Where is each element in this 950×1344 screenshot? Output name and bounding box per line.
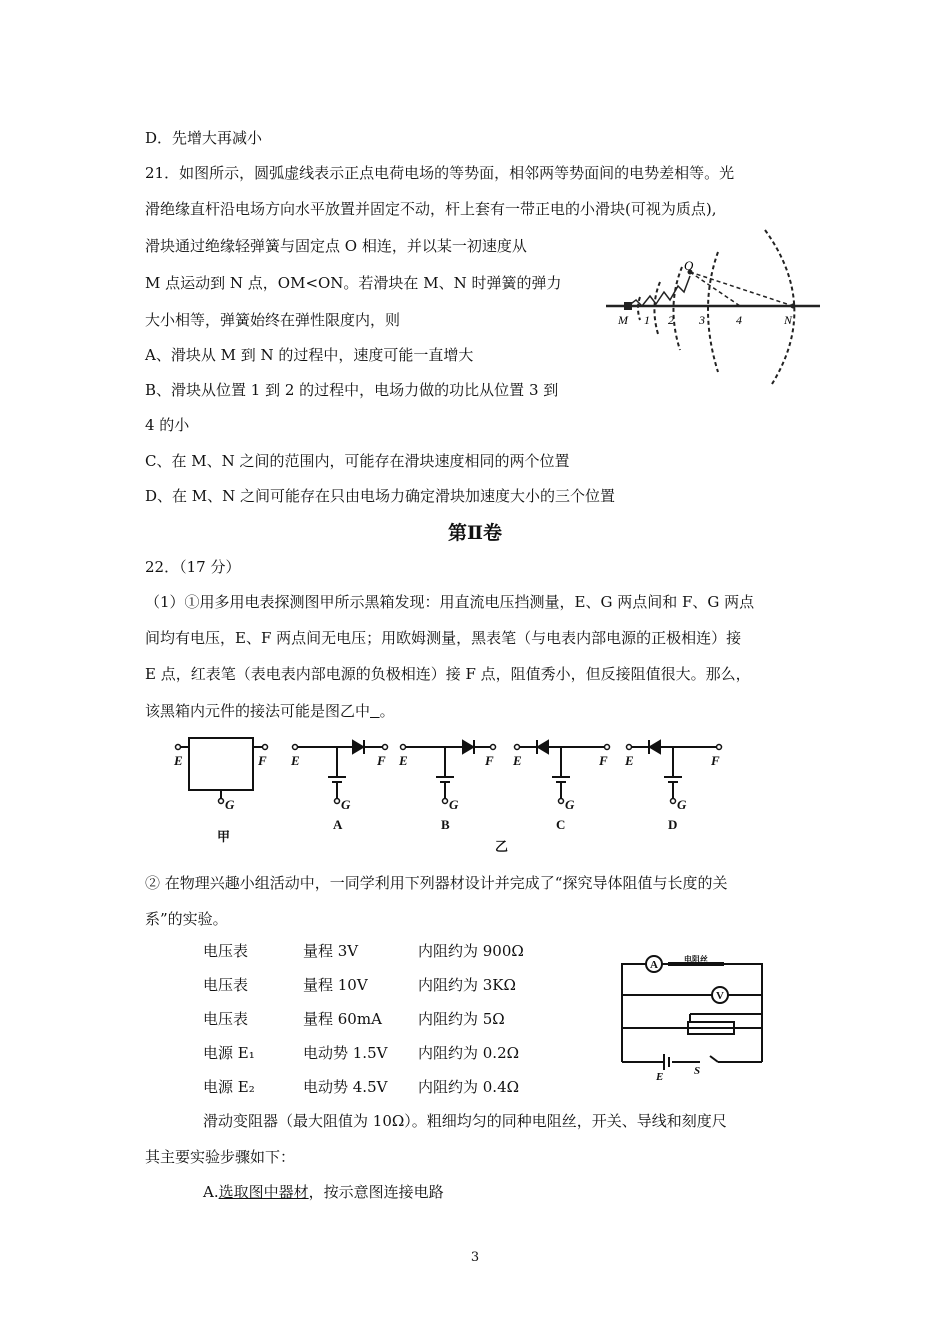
c-f: F	[599, 753, 608, 768]
equip-resistance: 内阻约为 0.4Ω	[418, 1078, 520, 1096]
jia-e: E	[174, 753, 183, 768]
step-a-underlined: 选取图中器材	[218, 1183, 309, 1201]
q21-option-c: C、在 M、N 之间的范围内，可能存在滑块速度相同的两个位置	[145, 452, 570, 470]
q21-stem-line3: 滑块通过绝缘轻弹簧与固定点 O 相连，并以某一初速度从	[145, 237, 527, 255]
equip-range: 电动势 4.5V	[303, 1078, 388, 1096]
q20-option-d: D．先增大再减小	[145, 129, 263, 147]
equip-name: 电压表	[203, 942, 249, 960]
jia-g: G	[225, 797, 235, 812]
q22-header: 22．（17 分）	[145, 558, 241, 576]
equipotential-figure	[600, 222, 825, 387]
answer-blank	[370, 702, 380, 720]
source-label: E	[656, 1071, 664, 1082]
equip-resistance: 内阻约为 900Ω	[418, 942, 524, 960]
steps-intro: 其主要实验步骤如下：	[145, 1148, 296, 1166]
p1-line4-pre: 该黑箱内元件的接法可能是图乙中	[145, 702, 371, 720]
circuit-figure	[612, 952, 772, 1082]
c-g: G	[565, 797, 575, 812]
b-g: G	[449, 797, 459, 812]
section-title: 第Ⅱ卷	[447, 522, 502, 544]
q21-option-b-line1: B、滑块从位置 1 到 2 的过程中，电场力做的功比从位置 3 到	[145, 381, 559, 399]
equip-resistance: 内阻约为 5Ω	[418, 1010, 505, 1028]
label-m: M	[618, 313, 628, 327]
d-g: G	[677, 797, 687, 812]
a-e: E	[291, 753, 300, 768]
equip-name: 电压表	[203, 1010, 249, 1028]
b-f: F	[485, 753, 494, 768]
equip-name: 电压表	[203, 976, 249, 994]
label-1: 1	[644, 313, 650, 327]
resistance-wire-label: 电阻丝	[684, 955, 708, 964]
equip-range: 量程 60mA	[303, 1010, 382, 1028]
equip-resistance: 内阻约为 0.2Ω	[418, 1044, 520, 1062]
step-a-rest: ，按示意图连接电路	[308, 1183, 444, 1201]
q21-stem-line4: M 点运动到 N 点，OM<ON。若滑块在 M、N 时弹簧的弹力	[145, 274, 562, 292]
equip-range: 量程 3V	[303, 942, 359, 960]
q21-option-d: D、在 M、N 之间可能存在只由电场力确定滑块加速度大小的三个位置	[145, 487, 616, 505]
caption-yi: 乙	[495, 839, 509, 854]
caption-a: A	[333, 817, 343, 832]
q22-p1-line1: （1）①用多用电表探测图甲所示黑箱发现：用直流电压挡测量，E、G 两点间和 F、G 两点	[145, 593, 755, 611]
equip-name: 电源 E₁	[203, 1044, 255, 1062]
q21-option-a: A、滑块从 M 到 N 的过程中，速度可能一直增大	[145, 346, 474, 364]
caption-d: D	[668, 817, 678, 832]
q22-p2-line2: 系”的实验。	[145, 910, 228, 928]
d-f: F	[711, 753, 720, 768]
equip-resistance: 内阻约为 3KΩ	[418, 976, 516, 994]
equip-name: 电源 E₂	[203, 1078, 255, 1096]
c-e: E	[513, 753, 522, 768]
q22-p2-line1: ② 在物理兴趣小组活动中，一同学利用下列器材设计并完成了“探究导体阻值与长度的关	[145, 874, 728, 892]
equip-range: 电动势 1.5V	[303, 1044, 388, 1062]
q21-stem-line1: 21．如图所示，圆弧虚线表示正点电荷电场的等势面，相邻两等势面间的电势差相等。光	[145, 164, 735, 182]
page-number: 3	[470, 1250, 480, 1265]
voltmeter-label: V	[716, 990, 724, 1002]
rheostat-line: 滑动变阻器（最大阻值为 10Ω）。粗细均匀的同种电阻丝，开关、导线和刻度尺	[203, 1112, 727, 1130]
label-o: O	[684, 258, 694, 273]
caption-c: C	[556, 817, 566, 832]
ammeter-label: A	[650, 959, 658, 971]
step-a-prefix: A.	[203, 1183, 219, 1201]
black-box-figures	[165, 735, 735, 855]
q22-p1-line2: 间均有电压，E、F 两点间无电压；用欧姆测量，黑表笔（与电表内部电源的正极相连）接	[145, 629, 742, 647]
q21-option-b-line2: 4 的小	[145, 416, 190, 434]
caption-b: B	[441, 817, 450, 832]
step-a	[203, 1181, 444, 1202]
a-f: F	[377, 753, 386, 768]
b-e: E	[399, 753, 408, 768]
q21-stem-line5: 大小相等，弹簧始终在弹性限度内，则	[145, 311, 401, 329]
a-g: G	[341, 797, 351, 812]
q21-stem-line2: 滑绝缘直杆沿电场方向水平放置并固定不动，杆上套有一带正电的小滑块(可视为质点),	[145, 200, 717, 218]
label-3: 3	[699, 313, 705, 327]
label-2: 2	[668, 313, 674, 327]
jia-f: F	[258, 753, 267, 768]
p1-line4-post: 。	[379, 702, 395, 720]
q22-p1-line4	[145, 700, 395, 721]
label-n: N	[784, 313, 793, 327]
caption-jia: 甲	[217, 829, 231, 844]
equip-range: 量程 10V	[303, 976, 368, 994]
q22-p1-line3: E 点，红表笔（表电表内部电源的负极相连）接 F 点，阻值秀小，但反接阻值很大。那么，	[145, 665, 751, 683]
label-4: 4	[736, 313, 742, 327]
switch-label: S	[694, 1065, 701, 1077]
d-e: E	[625, 753, 634, 768]
